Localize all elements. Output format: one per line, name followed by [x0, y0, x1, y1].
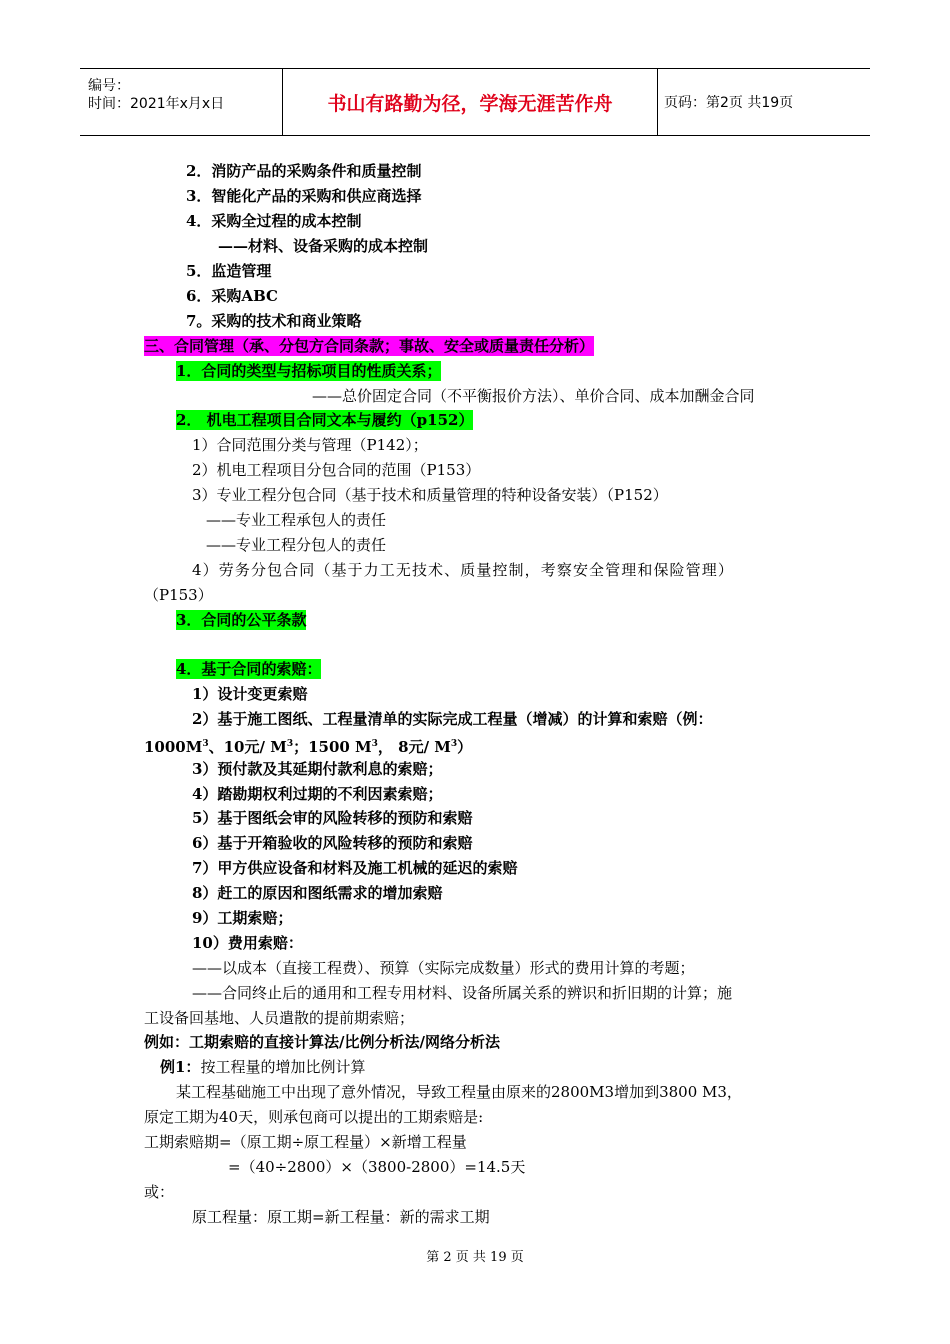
header-page-info: 页码：第2页 共19页: [664, 95, 794, 111]
text-line: 3．智能化产品的采购和供应商选择: [186, 187, 422, 205]
text-line: 例如：工期索赔的直接计算法/比例分析法/网络分析法: [144, 1033, 500, 1051]
page-header: [80, 68, 870, 136]
text-line: 4．采购全过程的成本控制: [186, 212, 362, 230]
text-line: 工设备回基地、人员遣散的提前期索赔；: [144, 1009, 415, 1027]
text-line: 5）基于图纸会审的风险转移的预防和索赔: [192, 809, 473, 827]
text-line: 6．采购ABC: [186, 287, 278, 305]
formula-line: =（40÷2800）×（3800-2800）=14.5天: [228, 1158, 526, 1176]
text-line: 10）费用索赔：: [192, 934, 303, 952]
text-line: 4）劳务分包合同（基于力工无技术、质量控制，考察安全管理和保险管理）: [192, 561, 734, 579]
text-line: 7。采购的技术和商业策略: [186, 312, 362, 330]
text-line-with-superscripts: $1000M^3$、10元/ $M^3$；1500 $M^3$， 8元/ $M^3$）: [144, 738, 473, 756]
text-line: 2．消防产品的采购条件和质量控制: [186, 162, 422, 180]
text-line: 1）合同范围分类与管理（P142）；: [192, 436, 428, 454]
document-time-label: 时间：2021年x月x日: [88, 96, 225, 112]
header-motto: 书山有路勤为径，学海无涯苦作舟: [327, 92, 613, 115]
subheading-highlighted: 3．合同的公平条款: [176, 611, 307, 629]
subheading-highlighted: 2． 机电工程项目合同文本与履约（p152）: [176, 411, 474, 429]
text-line: 4）踏勘期权利过期的不利因素索赔；: [192, 785, 443, 803]
text-line: 6）基于开箱验收的风险转移的预防和索赔: [192, 834, 473, 852]
text-line: 3）预付款及其延期付款利息的索赔；: [192, 760, 443, 778]
formula-line: 原工程量：原工期=新工程量：新的需求工期: [192, 1208, 490, 1226]
header-motto-cell: [283, 69, 658, 135]
text-line: 1）设计变更索赔: [192, 685, 308, 703]
header-page-cell: [658, 69, 870, 135]
text-line: ——专业工程分包人的责任: [206, 536, 387, 554]
subheading-highlighted: 1．合同的类型与招标项目的性质关系；: [176, 362, 442, 380]
text-line: 2）基于施工图纸、工程量清单的实际完成工程量（增减）的计算和索赔（例：: [192, 710, 713, 728]
text-line: 原定工期为40天，则承包商可以提出的工期索赔是:: [144, 1108, 484, 1126]
text-line: ——以成本（直接工程费）、预算（实际完成数量）形式的费用计算的考题；: [192, 959, 695, 977]
text-line: 8）赶工的原因和图纸需求的增加索赔: [192, 884, 443, 902]
page-footer: 第 2 页 共 19 页: [426, 1250, 524, 1265]
text-line: 3）专业工程分包合同（基于技术和质量管理的特种设备安装）（P152）: [192, 486, 668, 504]
text-line: 5．监造管理: [186, 262, 272, 280]
text-line: ——总价固定合同（不平衡报价方法）、单价合同、成本加酬金合同: [312, 387, 755, 405]
text-line: 或：: [144, 1183, 175, 1201]
header-meta-cell: [80, 69, 283, 135]
text-line: 9）工期索赔；: [192, 909, 293, 927]
text-line: 2）机电工程项目分包合同的范围（P153）: [192, 461, 481, 479]
formula-line: 工期索赔期=（原工期÷原工程量）×新增工程量: [144, 1133, 467, 1151]
text-line: （P153）: [144, 586, 213, 604]
subheading-highlighted: 4．基于合同的索赔：: [176, 660, 322, 678]
text-line: ——合同终止后的通用和工程专用材料、设备所属关系的辨识和折旧期的计算；施: [192, 984, 733, 1002]
example-line: 例1：按工程量的增加比例计算: [160, 1058, 366, 1076]
text-line: 某工程基础施工中出现了意外情况，导致工程量由原来的2800M3增加到3800 M3，: [176, 1083, 742, 1101]
document-number-label: 编号：: [88, 78, 130, 94]
text-line: ——专业工程承包人的责任: [206, 511, 387, 529]
text-line: 7）甲方供应设备和材料及施工机械的延迟的索赔: [192, 859, 518, 877]
text-line: ——材料、设备采购的成本控制: [218, 237, 429, 255]
section-heading-highlighted: 三、合同管理（承、分包方合同条款；事故、安全或质量责任分析）: [144, 337, 595, 355]
